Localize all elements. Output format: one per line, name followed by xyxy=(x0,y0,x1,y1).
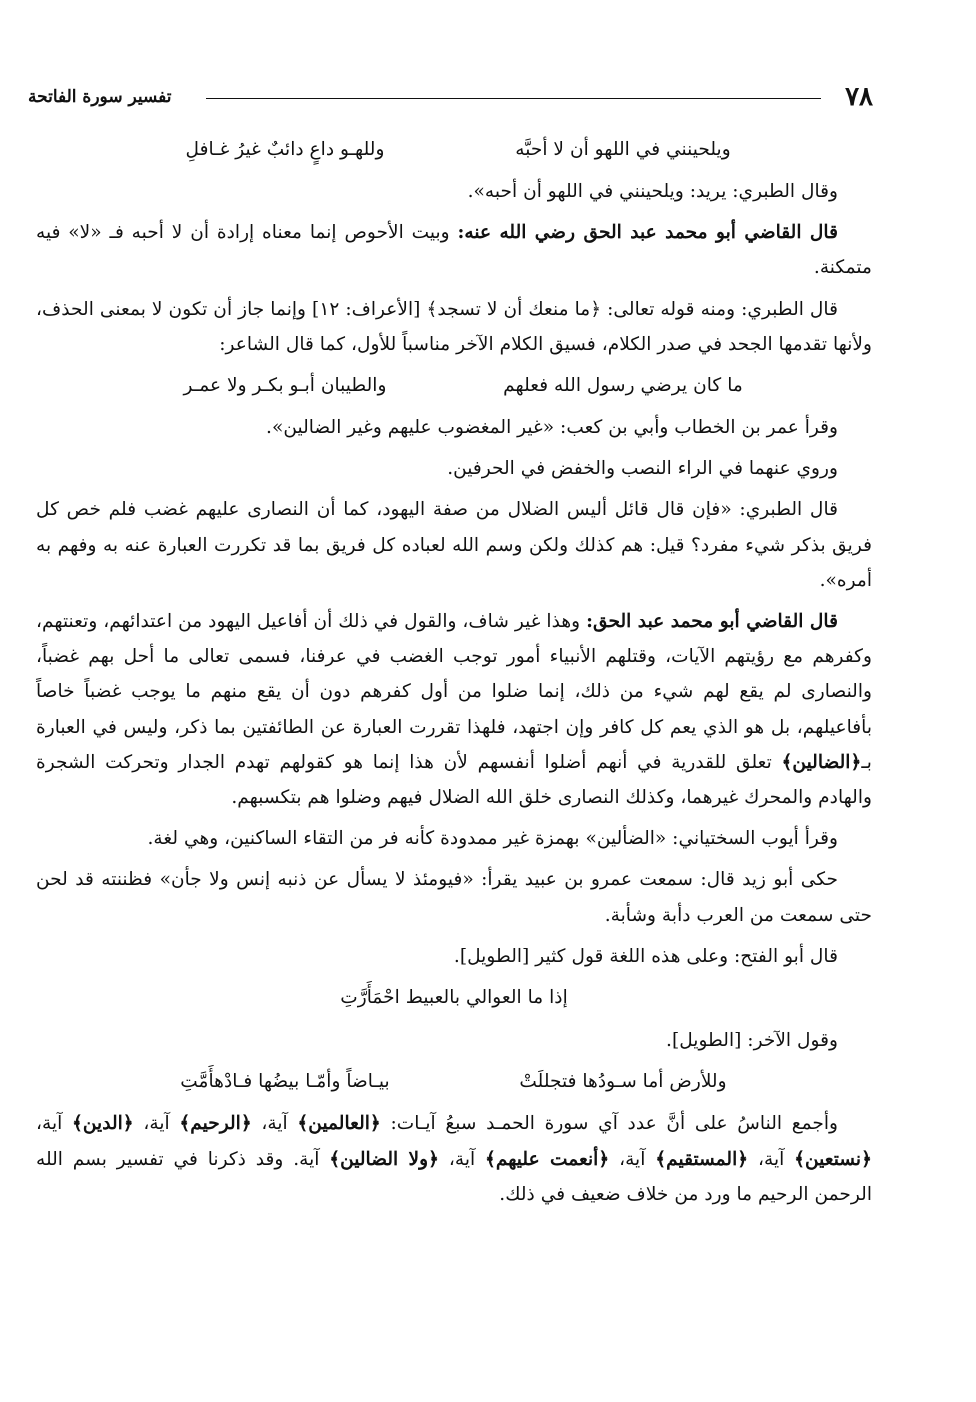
paragraph: قال أبو الفتح: وعلى هذه اللغة قول كثير [الطويل]. xyxy=(453,945,838,967)
running-title: تفسير سورة الفاتحة xyxy=(28,87,172,107)
paragraph-text: آية، xyxy=(757,1148,785,1170)
paragraph-text: آية، xyxy=(36,1113,63,1135)
paragraph: وروي عنهما في الراء النصب والخفض في الحرفين. xyxy=(447,458,838,480)
quranic-reference: ﴿ولا الضالين﴾ xyxy=(329,1148,440,1170)
verse-first-hemistich: وللأرض أما سـودُها فتجللَتْ xyxy=(519,1071,727,1093)
quranic-reference: ﴿الدين﴾ xyxy=(71,1113,134,1135)
paragraph: حكى أبو زيد قال: سمعت عمرو بن عبيد يقرأ: «فيومئذ لا يسأل عن ذنبه إنس ولا جأن» فظننته قد لحن حتى سمعت من العرب دأبة وشأبة. xyxy=(36,869,872,926)
paragraph xyxy=(36,215,872,285)
paragraph: وقرأ أيوب السختياني: «الضألين» بهمزة غير ممدودة كأنه فر من التقاء الساكنين، وهي لغة. xyxy=(147,828,838,850)
quranic-reference: ﴿أنعمت عليهم﴾ xyxy=(484,1148,610,1170)
paragraph xyxy=(36,1106,872,1212)
verse-first-hemistich: ويلحينني في اللهو أن لا أحبَّه xyxy=(515,139,731,160)
page-number: ٧٨ xyxy=(845,82,873,112)
paragraph: وقول الآخر: [الطويل]. xyxy=(666,1030,838,1052)
running-header xyxy=(28,82,873,112)
verse-second-hemistich: وللهـو داعٍ دائبٌ غيرُ غـافلِ xyxy=(185,139,385,160)
quranic-reference: ﴿المستقيم﴾ xyxy=(655,1148,749,1170)
verse-line xyxy=(36,132,872,168)
paragraph-text: آية، xyxy=(261,1113,288,1135)
verse-first-hemistich: ما كان يرضي رسول الله فعلهم xyxy=(503,375,743,397)
verse-line xyxy=(36,1064,872,1100)
paragraph xyxy=(36,604,872,815)
verse-second-hemistich: بيـاضاً وأمّـا بيضُها فـادْهأَمَّتِ xyxy=(180,1071,390,1093)
quranic-reference: ﴿نستعين﴾ xyxy=(794,1148,872,1170)
paragraph-text: وأجمع الناسُ على أنَّ عدد آي سورة الحمـد سبعُ آيـات: xyxy=(390,1113,838,1135)
paragraph: قال الطبري: ومنه قوله تعالى: ﴿ما منعك أن لا تسجد﴾ [الأعراف: ١٢] وإنما جاز أن تكون لا بمعنى الحذف، ولأنها تقدمها الجحد في صدر الكلام، فسيق الكلام الآخر مناسباً للأول، كما قال الشاعر: xyxy=(36,298,872,355)
verse-half-line: إذا ما العوالي بالعبيط احْمَأَرَّتِ xyxy=(340,987,568,1009)
quranic-reference: ﴿الضالين﴾ xyxy=(781,751,862,773)
paragraph: قال الطبري: «فإن قال قائل أليس الضلال من صفة اليهود، كما أن النصارى عليهم غضب فلم خص كل فريق بذكر شيء مفرد؟ قيل: هم كذلك ولكن وسم الله لعباده كل فريق بما قد تكررت العبارة عنه به وفهم به أمره». xyxy=(36,499,872,591)
paragraph-text: آية. وقد ذكرنا في تفسير بسم الله الرحمن الرحيم ما ورد من خلاف ضعيف في ذلك. xyxy=(36,1148,872,1205)
author-remark-label: قال القاضي أبو محمد عبد الحق رضي الله عنه: xyxy=(457,222,838,244)
quranic-reference: ﴿العالمين﴾ xyxy=(297,1113,381,1135)
paragraph-text: تعلق للقدرية في أنهم أضلوا أنفسهم لأن هذا إنما هو كقولهم تهدم الجدار وتحركت الشجرة والهادم والمحرك غيرهما، وكذلك النصارى خلق الله الضلال فيهم وضلوا هم بتكسبهم. xyxy=(36,751,872,809)
paragraph: وقرأ عمر بن الخطاب وأبي بن كعب: «غير المغضوب عليهم وغير الضالين». xyxy=(266,417,838,439)
body-text xyxy=(36,132,872,1218)
verse-line xyxy=(36,368,872,404)
paragraph-text: آية، xyxy=(143,1113,170,1135)
paragraph-text: وهذا غير شاف، والقول في ذلك أن أفاعيل اليهود من اعتدائهم، وتعنتهم، وكفرهم مع رؤيتهم الآيات، وقتلهم الأنبياء أمور توجب الغضب في عرفنا، فسمى تعالى ما أحل بهم غضباً، والنصارى لم يقع لهم شيء من ذلك، إنما ضلوا من أول كفرهم دون أن يقع منهم ما يوجب غضباً خاصاً بأفاعيلهم، بل هو الذي يعم كل كافر وإن اجتهد، فلهذا تقررت العبارة عن الطائفتين بما ذكر، وليس في العبارة بـ xyxy=(36,611,872,773)
author-remark-label: قال القاضي أبو محمد عبد الحق: xyxy=(586,611,838,633)
verse-second-hemistich: والطيبان أبـو بكـر ولا عمـر xyxy=(183,375,387,397)
paragraph-text: آية، xyxy=(619,1148,646,1170)
paragraph-text: آية، xyxy=(448,1148,476,1170)
header-rule xyxy=(206,98,821,99)
paragraph: وقال الطبري: يريد: ويلحينني في اللهو أن أحبه». xyxy=(467,181,838,202)
quranic-reference: ﴿الرحيم﴾ xyxy=(179,1113,252,1135)
paragraph-text: وبيت الأحوص إنما معناه إرادة أن لا أحبه فـ «لا» فيه متمكنة. xyxy=(36,222,872,279)
